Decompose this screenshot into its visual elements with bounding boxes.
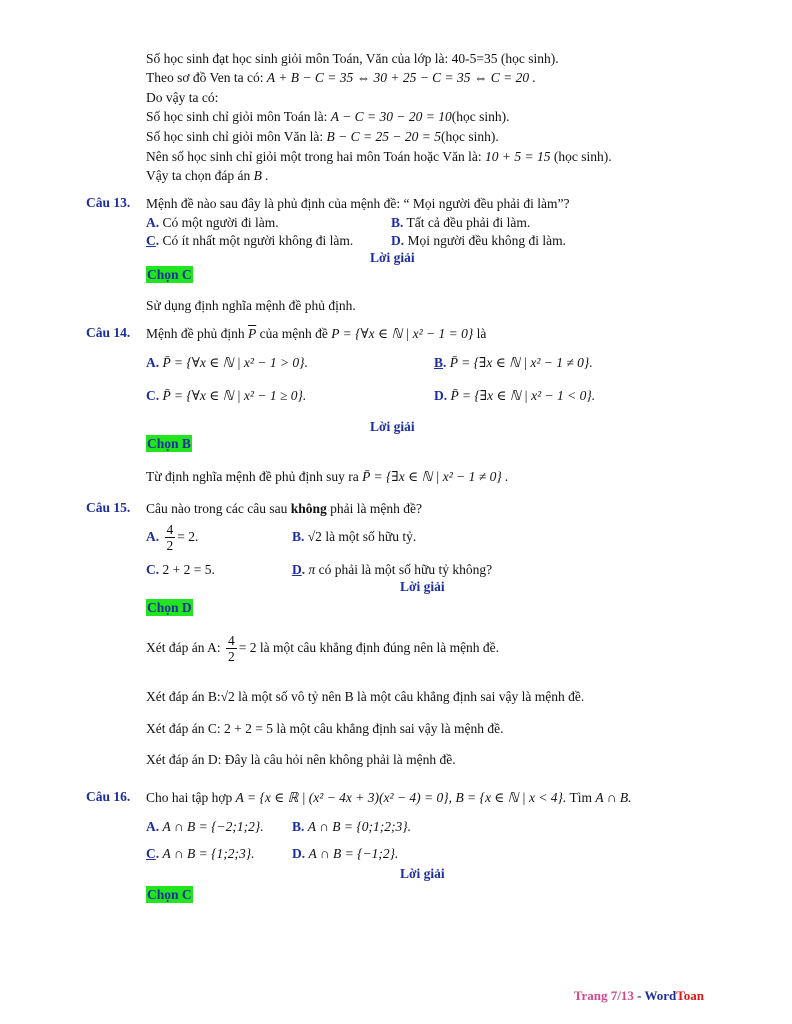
q15-chosen bbox=[146, 599, 193, 617]
q13-option-d-label: D. bbox=[391, 233, 405, 248]
q14-option-d-text: P̄ = {∃x ∈ ℕ | x² − 1 < 0}. bbox=[450, 388, 596, 403]
q14-option-c-text: P̄ = {∀x ∈ ℕ | x² − 1 ≥ 0}. bbox=[162, 388, 307, 403]
q14-question-math: P = {∀x ∈ ℕ | x² − 1 = 0} bbox=[331, 326, 474, 341]
intro-line-2 bbox=[146, 69, 536, 87]
intro-line-4 bbox=[146, 108, 510, 126]
q15-option-b-label: B. bbox=[292, 529, 305, 544]
intro-line-5-text: Số học sinh chỉ giỏi môn Văn là: bbox=[146, 129, 324, 144]
intro-line-6-math: 10 + 5 = 15 bbox=[485, 149, 551, 164]
q15-explain-d: Xét đáp án D: Đây là câu hỏi nên không phải là mệnh đề. bbox=[146, 752, 456, 767]
q16-option-c bbox=[146, 845, 255, 863]
q15-explain-a-post: là một câu khẳng định đúng nên là mệnh đề. bbox=[259, 640, 500, 655]
q13-solution-heading: Lời giải bbox=[370, 250, 415, 265]
q13-option-b bbox=[391, 214, 530, 232]
q14-option-c bbox=[146, 387, 306, 405]
q13-option-c-dot: . bbox=[155, 233, 160, 248]
intro-line-4-tail: (học sinh). bbox=[451, 109, 510, 124]
q15-explain-c-pre: Xét đáp án C: bbox=[146, 721, 221, 736]
q15-chosen-badge: Chọn D bbox=[147, 600, 192, 615]
q14-option-a-label: A. bbox=[146, 355, 160, 370]
q15-explain-a-eq: = 2 bbox=[238, 640, 257, 655]
intro-line-1: Số học sinh đạt học sinh giỏi môn Toán, Văn của lớp là: 40-5=35 (học sinh). bbox=[146, 51, 559, 66]
q15-explain-a-denominator: 2 bbox=[227, 649, 235, 665]
q15-option-a-numerator: 4 bbox=[166, 522, 174, 538]
q13-option-a-text: Có một người đi làm. bbox=[162, 215, 279, 230]
intro-line-2-text: Theo sơ đồ Ven ta có: bbox=[146, 70, 264, 85]
q16-solution-heading: Lời giải bbox=[400, 866, 445, 881]
q15-option-a-label: A. bbox=[146, 529, 160, 544]
q13-explanation: Sử dụng định nghĩa mệnh đề phủ định. bbox=[146, 298, 356, 313]
q14-question bbox=[146, 325, 486, 343]
q13-option-a bbox=[146, 214, 279, 232]
q13-chosen-badge: Chọn C bbox=[147, 267, 192, 282]
q15-option-a-fraction bbox=[165, 522, 176, 553]
q16-option-c-text: A ∩ B = {1;2;3}. bbox=[162, 846, 255, 861]
q14-question-pbar: $\overline{P}$ bbox=[248, 326, 257, 341]
q16-option-d-text: A ∩ B = {−1;2}. bbox=[308, 846, 399, 861]
q13-question: Mệnh đề nào sau đây là phủ định của mệnh đề: “ Mọi người đều phải đi làm”? bbox=[146, 196, 570, 211]
q13-option-c-text: Có ít nhất một người không đi làm. bbox=[162, 233, 354, 248]
q14-question-mid: của mệnh đề bbox=[259, 326, 328, 341]
q16-option-b-text: A ∩ B = {0;1;2;3}. bbox=[307, 819, 412, 834]
q15-option-c-label: C. bbox=[146, 562, 160, 577]
q16-option-b-label: B. bbox=[292, 819, 305, 834]
q15-explain-a-fraction bbox=[226, 633, 237, 664]
q16-option-d-label: D. bbox=[292, 846, 306, 861]
intro-line-7 bbox=[146, 167, 269, 185]
q15-explain-b-post: là một số vô tỷ nên B là một câu khẳng định sai vậy là mệnh đề. bbox=[238, 689, 585, 704]
q15-explain-c-post: là một câu khẳng định sai vậy là mệnh đề. bbox=[276, 721, 504, 736]
q14-option-d bbox=[434, 387, 595, 405]
q14-option-a-text: P̄ = {∀x ∈ ℕ | x² − 1 > 0}. bbox=[162, 355, 308, 370]
q15-explain-a bbox=[146, 633, 499, 664]
intro-line-6-text: Nên số học sinh chỉ giỏi một trong hai môn Toán hoặc Văn là: bbox=[146, 149, 482, 164]
q15-explain-b-pre: Xét đáp án B: bbox=[146, 689, 221, 704]
q15-explain-c-math: 2 + 2 = 5 bbox=[223, 721, 273, 736]
q15-solution-heading: Lời giải bbox=[400, 579, 445, 594]
q13-number: Câu 13. bbox=[86, 195, 131, 210]
q15-option-b bbox=[292, 528, 416, 546]
footer-separator: - bbox=[633, 988, 645, 1003]
q14-option-d-label: D. bbox=[434, 388, 448, 403]
footer-brand-word: Word bbox=[644, 988, 677, 1003]
q15-option-c-text: 2 + 2 = 5. bbox=[162, 562, 215, 577]
intro-line-7-text: Vậy ta chọn đáp án bbox=[146, 168, 251, 183]
q13-option-d-text: Mọi người đều không đi làm. bbox=[407, 233, 566, 248]
q14-solution-heading: Lời giải bbox=[370, 419, 415, 434]
q16-chosen bbox=[146, 886, 193, 904]
q15-option-c bbox=[146, 561, 215, 579]
q14-option-b-dot: . bbox=[443, 355, 447, 370]
q14-explanation bbox=[146, 468, 508, 486]
q13-option-b-label: B. bbox=[391, 215, 404, 230]
q16-question-tail-math: A ∩ B. bbox=[595, 790, 632, 805]
q14-number: Câu 14. bbox=[86, 325, 131, 340]
intro-line-6 bbox=[146, 148, 612, 166]
q16-question-set-b: B = {x ∈ ℕ | x < 4}. bbox=[455, 790, 567, 805]
q13-option-d bbox=[391, 232, 566, 250]
q16-question-pre: Cho hai tập hợp bbox=[146, 790, 233, 805]
q16-option-c-label: C bbox=[146, 846, 156, 861]
q16-number: Câu 16. bbox=[86, 789, 131, 804]
q15-explain-b-sqrt: √2 bbox=[220, 689, 235, 704]
page-footer bbox=[574, 988, 704, 1004]
q16-option-a-label: A. bbox=[146, 819, 160, 834]
q14-option-b bbox=[434, 354, 593, 372]
q13-option-a-label: A. bbox=[146, 215, 160, 230]
intro-line-7-math: B . bbox=[253, 168, 269, 183]
footer-page-number: Trang 7/13 bbox=[573, 988, 634, 1003]
q15-explain-b bbox=[146, 688, 584, 706]
q16-question bbox=[146, 789, 631, 807]
q16-question-tail: Tìm bbox=[569, 790, 592, 805]
q15-option-a-tail: = 2. bbox=[177, 529, 199, 544]
q15-question-post: phải là mệnh đề? bbox=[330, 501, 422, 516]
q16-option-a bbox=[146, 818, 264, 836]
intro-line-3: Do vậy ta có: bbox=[146, 90, 219, 105]
intro-line-4-math: A − C = 30 − 20 = 10 bbox=[330, 109, 452, 124]
q14-option-c-label: C. bbox=[146, 388, 160, 403]
q14-chosen-badge: Chọn B bbox=[147, 436, 191, 451]
q15-explain-a-pre: Xét đáp án A: bbox=[146, 640, 221, 655]
q14-option-b-text: P̄ = {∃x ∈ ℕ | x² − 1 ≠ 0}. bbox=[449, 355, 593, 370]
intro-line-5-math: B − C = 25 − 20 = 5 bbox=[326, 129, 441, 144]
q15-option-b-sqrt: √2 bbox=[307, 529, 322, 544]
q15-option-b-text: là một số hữu tỷ. bbox=[325, 529, 417, 544]
footer-brand-toan: Toan bbox=[676, 988, 704, 1003]
q14-explanation-text: Từ định nghĩa mệnh đề phủ định suy ra bbox=[146, 469, 359, 484]
intro-line-5 bbox=[146, 128, 499, 146]
q16-question-set-a: A = {x ∈ ℝ | (x² − 4x + 3)(x² − 4) = 0}, bbox=[235, 790, 453, 805]
q15-option-d bbox=[292, 561, 492, 579]
q15-question-bold: không bbox=[290, 501, 327, 516]
q13-chosen bbox=[146, 266, 193, 284]
q13-option-c-label: C bbox=[146, 233, 156, 248]
intro-line-4-text: Số học sinh chỉ giỏi môn Toán là: bbox=[146, 109, 328, 124]
q15-option-a-denominator: 2 bbox=[166, 538, 174, 554]
q15-option-d-pi: π bbox=[308, 562, 316, 577]
q16-option-a-text: A ∩ B = {−2;1;2}. bbox=[162, 819, 264, 834]
q14-question-pre: Mệnh đề phủ định bbox=[146, 326, 245, 341]
q13-option-b-text: Tất cả đều phải đi làm. bbox=[406, 215, 531, 230]
q16-option-b bbox=[292, 818, 411, 836]
q15-option-d-label: D bbox=[292, 562, 302, 577]
q14-question-tail: là bbox=[476, 326, 487, 341]
q16-option-d bbox=[292, 845, 398, 863]
q13-option-c bbox=[146, 232, 353, 250]
intro-line-6-tail: (học sinh). bbox=[553, 149, 612, 164]
q15-option-d-text: có phải là một số hữu tỷ không? bbox=[318, 562, 493, 577]
q14-chosen bbox=[146, 435, 192, 453]
q15-explain-a-numerator: 4 bbox=[227, 633, 235, 649]
q14-option-b-label: B bbox=[434, 355, 444, 370]
q15-explain-c bbox=[146, 720, 504, 738]
q16-chosen-badge: Chọn C bbox=[147, 887, 192, 902]
q15-number: Câu 15. bbox=[86, 500, 131, 515]
q15-question-pre: Câu nào trong các câu sau bbox=[146, 501, 288, 516]
q15-option-a bbox=[146, 522, 198, 553]
intro-line-5-tail: (học sinh). bbox=[440, 129, 499, 144]
q15-option-d-dot: . bbox=[301, 562, 306, 577]
q14-option-a bbox=[146, 354, 308, 372]
q16-option-c-dot: . bbox=[155, 846, 160, 861]
q14-explanation-math: P̄ = {∃x ∈ ℕ | x² − 1 ≠ 0} . bbox=[362, 469, 509, 484]
intro-line-2-math: A + B − C = 35 ⇔ 30 + 25 − C = 35 ⇔ C = 20 . bbox=[266, 70, 536, 85]
q15-question bbox=[146, 500, 422, 518]
